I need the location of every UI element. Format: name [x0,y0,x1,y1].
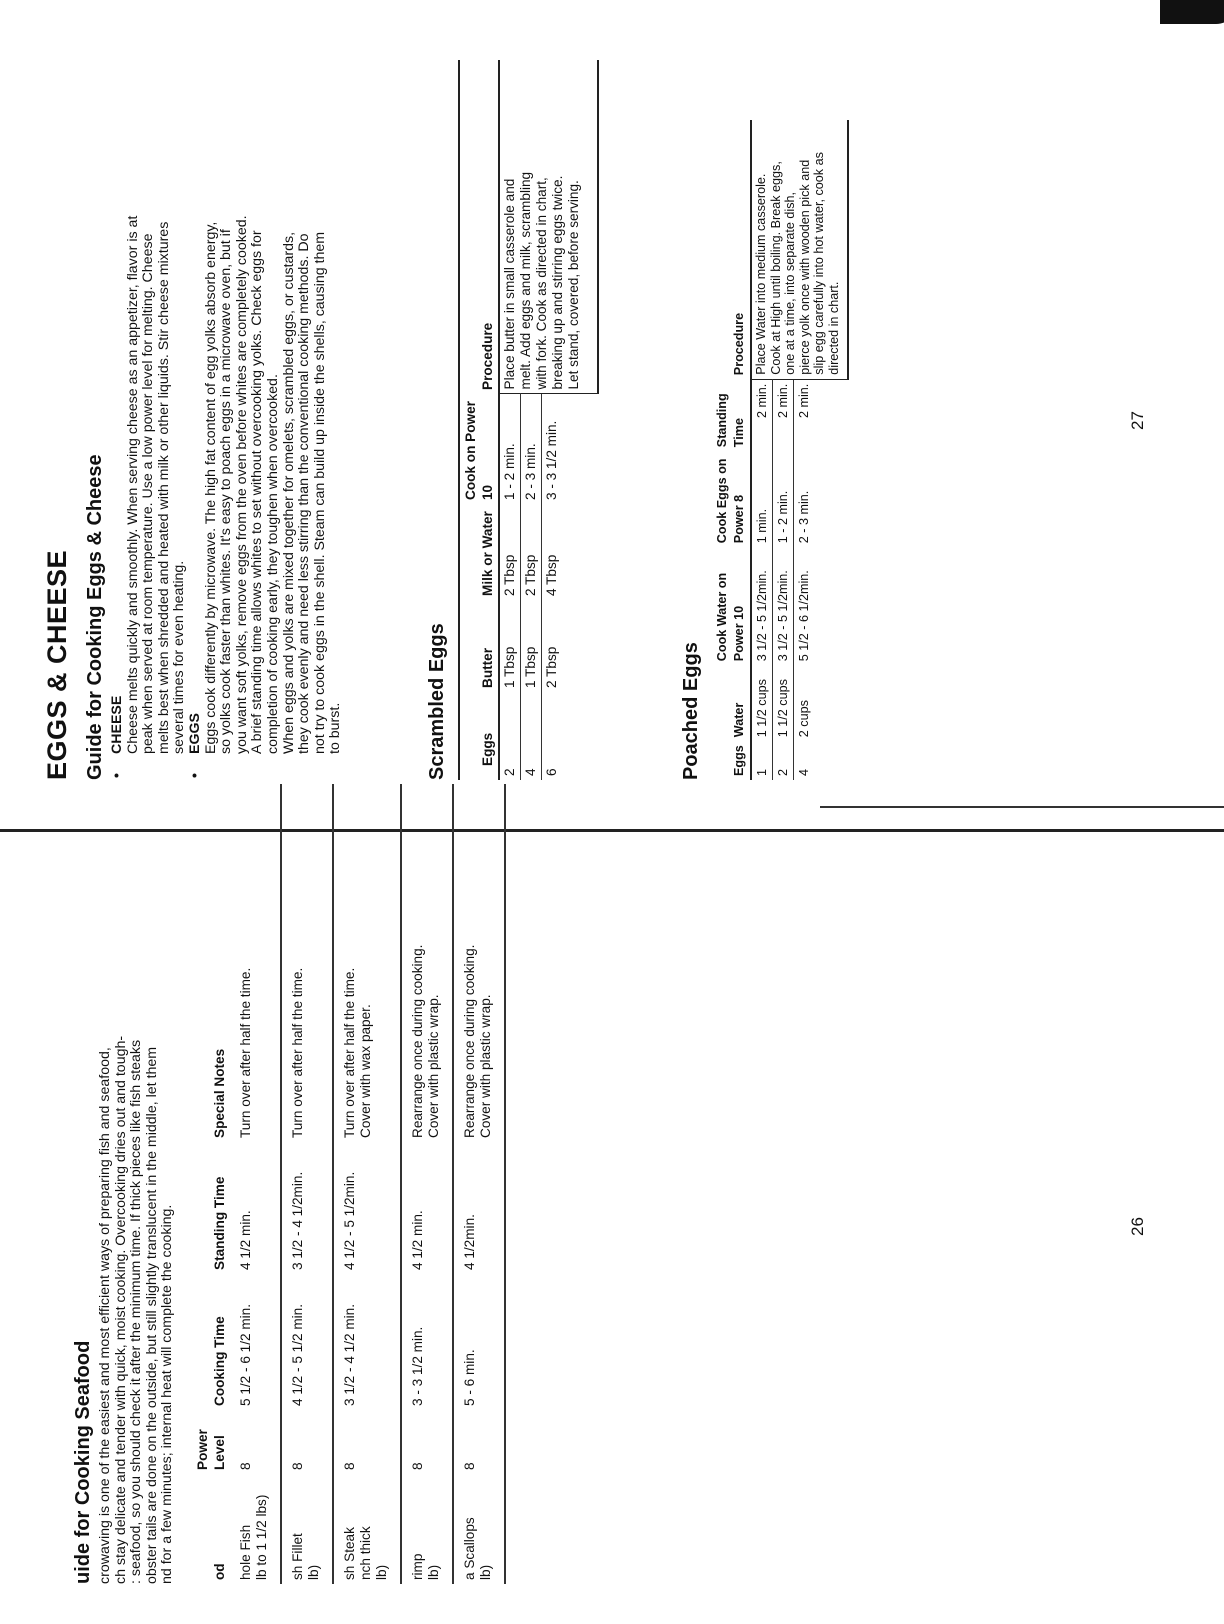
cook-cell: 2 - 3 min. [521,394,542,504]
power-cell: 8 [281,1410,333,1474]
eggs-cell: 1 [751,741,773,780]
notes-cell: Rearrange once during cooking. Cover with plastic wrap. [453,784,505,1142]
eggs-cell: 2 [773,741,794,780]
page-27 [0,0,1224,780]
intro-line: ch stay delicate and tender with quick, moist cooking. Overcooking dries out and tough- [112,1035,129,1584]
guide-heading: Guide for Cooking Eggs & Cheese [84,454,106,780]
eggs-cell: 4 [797,768,811,776]
cheese-label: CHEESE [109,695,125,754]
table-row [453,784,505,1584]
eggs-line: so yolks cook faster than whites. It's easy to poach eggs in a microwave oven, but if [218,229,235,754]
procedure-line: breaking up and stirring eggs twice. [550,175,565,390]
cheese-line: several times for even heating. [171,560,188,754]
scrambled-table [458,60,599,780]
header-cooking-time: Cooking Time [212,1316,227,1406]
poached-heading: Poached Eggs [680,642,702,780]
procedure-line: with fork. Cook as directed in chart, [534,177,549,390]
table-row [333,784,401,1584]
header-milk: Milk or Water [480,511,495,596]
eggs-cell: 6 [544,768,559,776]
intro-line: nd for a few minutes; internal heat will complete the cooking. [159,1204,176,1584]
intro-line: crowaving is one of the easiest and most efficient ways of preparing fish and seafood, [97,1047,113,1584]
procedure-cell [751,120,848,379]
scan-corner-mark [1160,0,1224,24]
cheese-section [110,4,188,754]
table-row [499,60,521,780]
eggs-line: A brief standing time allows whites to set without overcooking yolks. Check eggs for [249,230,266,754]
butter-cell: 1 Tbsp [499,600,521,692]
standing-cell: 4 1/2min. [453,1142,505,1274]
procedure-line: slip egg carefully into hot water, cook as [812,152,826,375]
table-row [230,784,281,1584]
cooking-cell: 4 1/2 - 5 1/2 min. [281,1274,333,1410]
eggs-cell: 2 [499,692,521,780]
milk-cell: 2 Tbsp [499,504,521,600]
eggs-line: they cook evenly and need less stirring than the conventional cooking methods. Do [296,233,313,754]
eggs-line: you want soft yolks, remove eggs from the oven before whites are completely cooked. [233,215,250,754]
procedure-cell [499,60,598,394]
intro-line: : seafood, so you should check it after the minimum time. If thick pieces like fish steaks [128,1039,145,1584]
standing-cell: 2 min. [751,379,773,451]
cooking-cell: 5 - 6 min. [453,1274,505,1410]
cook-cell: 3 - 3 1/2 min. [544,420,559,500]
standing-cell: 2 min. [797,383,811,418]
power-cell: 8 [333,1410,401,1474]
cooking-cell: 5 1/2 - 6 1/2 min. [230,1274,281,1410]
header-procedure: Procedure [732,312,746,376]
bullet-icon: • [108,773,124,778]
food-cell: sh Steak nch thick lb) [333,1474,401,1584]
header-cook-eggs: Cook Eggs on Power 8 [715,458,746,544]
food-cell: sh Fillet lb) [281,1474,333,1584]
poached-table [712,120,849,780]
eggs-line: not try to cook eggs in the shell. Steam can build up inside the shells, causing them [311,231,328,754]
table-row [281,784,333,1584]
procedure-line: Let stand, covered, before serving. [566,180,581,390]
cook-water-cell: 3 1/2 - 5 1/2min. [751,547,773,665]
procedure-line: pierce yolk once with wooden pick and [797,159,812,375]
water-cell: 1 1/2 cups [751,665,773,741]
header-eggs: Eggs [732,745,746,776]
header-procedure: Procedure [480,322,495,390]
intro-line: obster tails are done on the outside, but still slightly translucent in the middle, let them [143,1046,160,1584]
cheese-line: melts best when shredded and heated with milk or other liquids. Stir cheese mixtures [155,221,172,754]
standing-cell: 2 min. [773,379,794,451]
procedure-line: Cook at High until boiling. Break eggs, [768,161,783,375]
header-water: Water [732,702,746,738]
table-row [401,784,453,1584]
cook-eggs-cell: 2 - 3 min. [797,490,811,544]
header-special-notes: Special Notes [212,1048,227,1138]
header-food: od [212,1563,227,1580]
header-butter: Butter [480,647,495,688]
seafood-heading: uide for Cooking Seafood [72,1340,94,1584]
power-cell: 8 [230,1410,281,1474]
notes-cell: Rearrange once during cooking. Cover with plastic wrap. [401,784,453,1142]
food-cell: hole Fish lb to 1 1/2 lbs) [230,1474,281,1584]
procedure-line: directed in chart. [826,281,841,375]
header-eggs: Eggs [480,732,495,766]
section-title: EGGS & CHEESE [42,549,72,780]
header-cook-water: Cook Water on Power 10 [715,572,746,662]
eggs-cell: 4 [521,692,542,780]
eggs-label: EGGS [187,713,203,754]
notes-cell: Turn over after half the time. Cover with wax paper. [333,784,401,1142]
food-cell: rimp lb) [401,1474,453,1584]
eggs-line: completion of cooking early, they toughen when overcooked. [264,374,281,754]
cook-eggs-cell: 1 min. [751,451,773,547]
seafood-table [192,784,506,1584]
butter-cell: 1 Tbsp [521,600,542,692]
standing-cell: 4 1/2 min. [401,1142,453,1274]
milk-cell: 2 Tbsp [521,504,542,600]
standing-cell: 4 1/2 - 5 1/2min. [333,1142,401,1274]
standing-cell: 3 1/2 - 4 1/2min. [281,1142,333,1274]
procedure-line: one at a time, into separate dish, [783,191,797,375]
bullet-icon: • [186,773,202,778]
power-cell: 8 [453,1410,505,1474]
butter-cell: 2 Tbsp [544,646,559,688]
header-power-level: Power Level [195,1429,227,1470]
procedure-line: Place butter in small casserole and [502,178,517,390]
eggs-section [188,4,344,754]
notes-cell: Turn over after half the time. [281,784,333,1142]
procedure-line: melt. Add eggs and milk, scrambling [518,171,533,390]
cook-cell: 1 - 2 min. [499,394,521,504]
page-26 [0,804,1224,1624]
seafood-intro [98,784,176,1584]
cook-water-cell: 3 1/2 - 5 1/2min. [773,547,794,665]
cheese-line: Cheese melts quickly and smoothly. When serving cheese as an appetizer, flavor is at [124,215,141,754]
milk-cell: 4 Tbsp [544,554,559,596]
header-standing-time: Standing Time [212,1176,227,1270]
water-cell: 2 cups [797,700,811,738]
water-cell: 1 1/2 cups [773,665,794,741]
table-row [751,120,773,780]
cook-water-cell: 5 1/2 - 6 1/2min. [797,570,811,662]
eggs-line: Eggs cook differently by microwave. The high fat content of egg yolks absorb energy, [202,221,219,754]
page-number: 26 [1128,1217,1147,1236]
standing-cell: 4 1/2 min. [230,1142,281,1274]
eggs-line: to burst. [327,702,344,754]
eggs-line: When eggs and yolks are mixed together for omelets, scrambled eggs, or custards, [280,231,297,754]
procedure-line: Place Water into medium casserole. [754,173,768,375]
power-cell: 8 [401,1410,453,1474]
notes-cell: Turn over after half the time. [230,784,281,1142]
page-number: 27 [1128,411,1147,430]
scrambled-heading: Scrambled Eggs [426,623,448,780]
header-cook: Cook on Power 10 [463,401,495,500]
cooking-cell: 3 1/2 - 4 1/2 min. [333,1274,401,1410]
cooking-cell: 3 - 3 1/2 min. [401,1274,453,1410]
header-standing: Standing Time [715,393,746,448]
cook-eggs-cell: 1 - 2 min. [773,451,794,547]
cheese-line: peak when served at room temperature. Use a low power level for melting. Cheese [140,233,157,754]
food-cell: a Scallops lb) [453,1474,505,1584]
